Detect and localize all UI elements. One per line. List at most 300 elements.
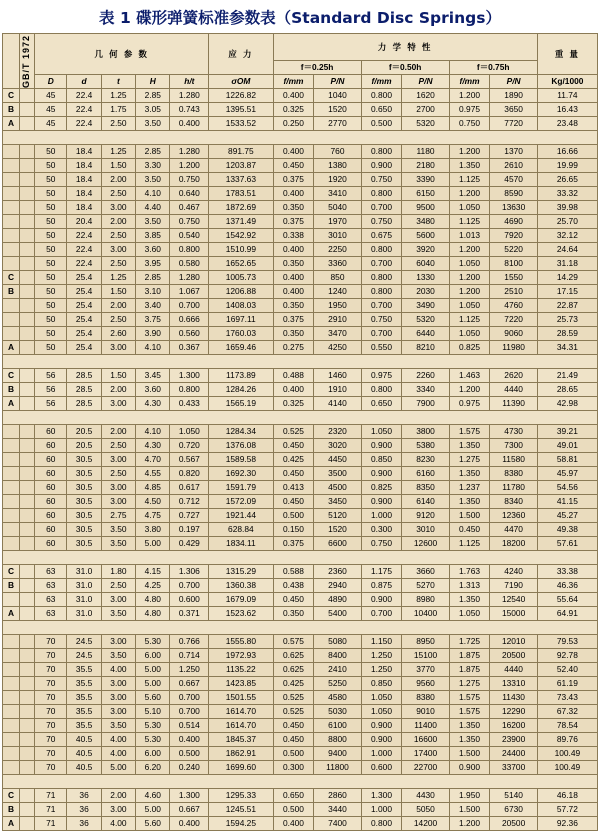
cell-sigma: 891.75 bbox=[209, 145, 273, 159]
cell-f-075: 1.500 bbox=[449, 747, 490, 761]
cell-D: 60 bbox=[35, 495, 67, 509]
cell-sigma: 1972.93 bbox=[209, 649, 273, 663]
f025-header: f＝0.25h bbox=[273, 61, 361, 75]
cell-P-025: 3440 bbox=[314, 803, 361, 817]
cell-H: 2.85 bbox=[136, 145, 170, 159]
row-spacer bbox=[20, 761, 35, 775]
table-row bbox=[3, 439, 598, 453]
cell-d: 31.0 bbox=[67, 565, 101, 579]
cell-weight: 34.31 bbox=[537, 341, 597, 355]
cell-f-050: 0.750 bbox=[361, 173, 402, 187]
cell-P-025: 4140 bbox=[314, 397, 361, 411]
row-spacer bbox=[20, 747, 35, 761]
cell-f-050: 0.500 bbox=[361, 117, 402, 131]
cell-P-050: 5050 bbox=[402, 803, 449, 817]
cell-weight: 73.43 bbox=[537, 691, 597, 705]
cell-P-075: 6730 bbox=[490, 803, 537, 817]
cell-f-050: 0.650 bbox=[361, 397, 402, 411]
cell-sigma: 1614.70 bbox=[209, 719, 273, 733]
cell-f-075: 1.200 bbox=[449, 817, 490, 831]
cell-D: 45 bbox=[35, 103, 67, 117]
cell-sigma: 1533.52 bbox=[209, 117, 273, 131]
row-spacer bbox=[20, 593, 35, 607]
row-spacer bbox=[20, 663, 35, 677]
cell-D: 70 bbox=[35, 649, 67, 663]
cell-sigma: 1284.26 bbox=[209, 383, 273, 397]
cell-f-025: 0.488 bbox=[273, 369, 314, 383]
cell-P-050: 9010 bbox=[402, 705, 449, 719]
cell-f-025: 0.588 bbox=[273, 565, 314, 579]
cell-H: 3.50 bbox=[136, 173, 170, 187]
cell-P-050: 6160 bbox=[402, 467, 449, 481]
cell-P-075: 23900 bbox=[490, 733, 537, 747]
cell-P-050: 11400 bbox=[402, 719, 449, 733]
cell-D: 60 bbox=[35, 425, 67, 439]
cell-h-over-t: 0.400 bbox=[170, 817, 209, 831]
cell-H: 3.45 bbox=[136, 369, 170, 383]
row-spacer bbox=[20, 285, 35, 299]
cell-f-075: 0.750 bbox=[449, 117, 490, 131]
cell-P-050: 3010 bbox=[402, 523, 449, 537]
cell-t: 2.50 bbox=[101, 229, 135, 243]
cell-d: 30.5 bbox=[67, 467, 101, 481]
row-class bbox=[3, 663, 20, 677]
stress-header: 应 力 bbox=[209, 34, 273, 75]
row-spacer bbox=[20, 467, 35, 481]
cell-f-050: 0.900 bbox=[361, 467, 402, 481]
page-title: 表 1 碟形弹簧标准参数表（Standard Disc Springs） bbox=[99, 9, 501, 27]
cell-h-over-t: 0.560 bbox=[170, 327, 209, 341]
cell-P-025: 2940 bbox=[314, 579, 361, 593]
column-header-col-P2: P/N bbox=[402, 75, 449, 89]
cell-d: 25.4 bbox=[67, 299, 101, 313]
cell-H: 3.40 bbox=[136, 299, 170, 313]
cell-h-over-t: 0.429 bbox=[170, 537, 209, 551]
cell-f-050: 0.875 bbox=[361, 579, 402, 593]
cell-P-050: 9560 bbox=[402, 677, 449, 691]
table-row bbox=[3, 509, 598, 523]
cell-H: 3.95 bbox=[136, 257, 170, 271]
cell-weight: 57.61 bbox=[537, 537, 597, 551]
cell-f-050: 0.900 bbox=[361, 733, 402, 747]
cell-P-075: 9060 bbox=[490, 327, 537, 341]
row-spacer bbox=[20, 523, 35, 537]
cell-P-075: 11980 bbox=[490, 341, 537, 355]
row-class bbox=[3, 425, 20, 439]
cell-P-025: 1970 bbox=[314, 215, 361, 229]
cell-P-025: 8800 bbox=[314, 733, 361, 747]
cell-f-025: 0.350 bbox=[273, 607, 314, 621]
cell-sigma: 1692.30 bbox=[209, 467, 273, 481]
column-header-col-H: H bbox=[136, 75, 170, 89]
cell-sigma: 1679.09 bbox=[209, 593, 273, 607]
cell-P-025: 8400 bbox=[314, 649, 361, 663]
group-separator bbox=[3, 621, 598, 635]
cell-weight: 16.43 bbox=[537, 103, 597, 117]
cell-P-050: 8380 bbox=[402, 691, 449, 705]
cell-P-025: 3020 bbox=[314, 439, 361, 453]
cell-sigma: 1284.34 bbox=[209, 425, 273, 439]
cell-f-050: 0.600 bbox=[361, 761, 402, 775]
cell-P-075: 3650 bbox=[490, 103, 537, 117]
cell-P-050: 8950 bbox=[402, 635, 449, 649]
cell-P-025: 2320 bbox=[314, 425, 361, 439]
cell-D: 50 bbox=[35, 215, 67, 229]
cell-sigma: 1337.63 bbox=[209, 173, 273, 187]
cell-f-025: 0.450 bbox=[273, 159, 314, 173]
cell-weight: 61.19 bbox=[537, 677, 597, 691]
cell-f-075: 1.350 bbox=[449, 159, 490, 173]
cell-sigma: 1594.25 bbox=[209, 817, 273, 831]
row-spacer bbox=[20, 495, 35, 509]
cell-P-050: 15100 bbox=[402, 649, 449, 663]
cell-P-075: 4240 bbox=[490, 565, 537, 579]
cell-D: 60 bbox=[35, 453, 67, 467]
cell-weight: 39.98 bbox=[537, 201, 597, 215]
cell-D: 50 bbox=[35, 187, 67, 201]
cell-P-050: 22700 bbox=[402, 761, 449, 775]
cell-f-025: 0.525 bbox=[273, 691, 314, 705]
cell-D: 70 bbox=[35, 733, 67, 747]
cell-D: 70 bbox=[35, 691, 67, 705]
cell-sigma: 1226.82 bbox=[209, 89, 273, 103]
cell-f-025: 0.375 bbox=[273, 313, 314, 327]
cell-P-075: 5140 bbox=[490, 789, 537, 803]
cell-D: 50 bbox=[35, 229, 67, 243]
cell-P-050: 7900 bbox=[402, 397, 449, 411]
cell-weight: 58.81 bbox=[537, 453, 597, 467]
cell-P-075: 7720 bbox=[490, 117, 537, 131]
cell-t: 3.50 bbox=[101, 719, 135, 733]
row-spacer bbox=[20, 229, 35, 243]
row-class: A bbox=[3, 817, 20, 831]
table-row bbox=[3, 117, 598, 131]
table-row bbox=[3, 89, 598, 103]
cell-D: 50 bbox=[35, 243, 67, 257]
cell-d: 20.4 bbox=[67, 215, 101, 229]
cell-h-over-t: 1.280 bbox=[170, 271, 209, 285]
cell-P-075: 8340 bbox=[490, 495, 537, 509]
cell-sigma: 1173.89 bbox=[209, 369, 273, 383]
cell-D: 60 bbox=[35, 481, 67, 495]
cell-f-050: 0.825 bbox=[361, 481, 402, 495]
row-spacer bbox=[20, 691, 35, 705]
cell-H: 6.00 bbox=[136, 747, 170, 761]
cell-f-075: 1.200 bbox=[449, 383, 490, 397]
row-class bbox=[3, 649, 20, 663]
cell-h-over-t: 0.580 bbox=[170, 257, 209, 271]
cell-t: 1.50 bbox=[101, 159, 135, 173]
cell-weight: 92.78 bbox=[537, 649, 597, 663]
cell-f-025: 0.525 bbox=[273, 425, 314, 439]
cell-weight: 79.53 bbox=[537, 635, 597, 649]
cell-t: 2.50 bbox=[101, 439, 135, 453]
cell-D: 70 bbox=[35, 635, 67, 649]
cell-P-050: 1620 bbox=[402, 89, 449, 103]
cell-weight: 52.40 bbox=[537, 663, 597, 677]
cell-f-075: 1.313 bbox=[449, 579, 490, 593]
cell-P-025: 5400 bbox=[314, 607, 361, 621]
cell-sigma: 1614.70 bbox=[209, 705, 273, 719]
cell-D: 45 bbox=[35, 117, 67, 131]
cell-f-050: 0.700 bbox=[361, 201, 402, 215]
cell-t: 3.00 bbox=[101, 691, 135, 705]
cell-f-025: 0.625 bbox=[273, 663, 314, 677]
cell-D: 50 bbox=[35, 327, 67, 341]
cell-P-025: 9400 bbox=[314, 747, 361, 761]
table-row bbox=[3, 747, 598, 761]
row-class: B bbox=[3, 803, 20, 817]
cell-f-075: 1.463 bbox=[449, 369, 490, 383]
cell-h-over-t: 0.567 bbox=[170, 453, 209, 467]
cell-weight: 55.64 bbox=[537, 593, 597, 607]
cell-P-075: 8590 bbox=[490, 187, 537, 201]
cell-d: 30.5 bbox=[67, 453, 101, 467]
weight-header: 重 量 bbox=[537, 34, 597, 75]
column-header-col-f3: f/mm bbox=[449, 75, 490, 89]
cell-H: 4.10 bbox=[136, 187, 170, 201]
cell-H: 4.70 bbox=[136, 453, 170, 467]
cell-h-over-t: 0.667 bbox=[170, 677, 209, 691]
cell-sigma: 1699.60 bbox=[209, 761, 273, 775]
cell-H: 3.60 bbox=[136, 243, 170, 257]
cell-P-075: 13310 bbox=[490, 677, 537, 691]
cell-h-over-t: 0.700 bbox=[170, 299, 209, 313]
cell-weight: 49.01 bbox=[537, 439, 597, 453]
cell-P-075: 24400 bbox=[490, 747, 537, 761]
cell-t: 2.00 bbox=[101, 425, 135, 439]
cell-weight: 32.12 bbox=[537, 229, 597, 243]
cell-f-050: 0.675 bbox=[361, 229, 402, 243]
cell-weight: 28.65 bbox=[537, 383, 597, 397]
cell-f-075: 1.200 bbox=[449, 285, 490, 299]
cell-P-050: 9120 bbox=[402, 509, 449, 523]
cell-H: 3.50 bbox=[136, 215, 170, 229]
cell-f-075: 1.350 bbox=[449, 733, 490, 747]
cell-h-over-t: 0.800 bbox=[170, 243, 209, 257]
cell-P-050: 5320 bbox=[402, 313, 449, 327]
cell-f-025: 0.350 bbox=[273, 257, 314, 271]
cell-d: 20.5 bbox=[67, 425, 101, 439]
cell-P-025: 7400 bbox=[314, 817, 361, 831]
cell-f-050: 1.000 bbox=[361, 747, 402, 761]
cell-H: 5.60 bbox=[136, 817, 170, 831]
cell-weight: 46.36 bbox=[537, 579, 597, 593]
cell-f-025: 0.150 bbox=[273, 523, 314, 537]
cell-f-050: 0.700 bbox=[361, 257, 402, 271]
row-class bbox=[3, 201, 20, 215]
row-class bbox=[3, 439, 20, 453]
row-spacer bbox=[20, 537, 35, 551]
cell-t: 3.00 bbox=[101, 481, 135, 495]
cell-P-075: 4470 bbox=[490, 523, 537, 537]
row-spacer bbox=[20, 649, 35, 663]
cell-h-over-t: 1.200 bbox=[170, 159, 209, 173]
table-row bbox=[3, 579, 598, 593]
cell-P-050: 5380 bbox=[402, 439, 449, 453]
cell-d: 31.0 bbox=[67, 579, 101, 593]
cell-f-050: 0.750 bbox=[361, 215, 402, 229]
cell-d: 35.5 bbox=[67, 663, 101, 677]
table-row bbox=[3, 271, 598, 285]
cell-P-075: 4690 bbox=[490, 215, 537, 229]
table-row bbox=[3, 677, 598, 691]
cell-P-025: 2770 bbox=[314, 117, 361, 131]
cell-P-025: 1460 bbox=[314, 369, 361, 383]
row-spacer bbox=[20, 453, 35, 467]
cell-sigma: 1659.46 bbox=[209, 341, 273, 355]
row-spacer bbox=[20, 579, 35, 593]
cell-f-025: 0.300 bbox=[273, 761, 314, 775]
column-header-col-sigma: σOM bbox=[209, 75, 273, 89]
cell-h-over-t: 1.280 bbox=[170, 89, 209, 103]
cell-weight: 21.49 bbox=[537, 369, 597, 383]
cell-sigma: 1295.33 bbox=[209, 789, 273, 803]
cell-h-over-t: 1.300 bbox=[170, 789, 209, 803]
cell-f-075: 1.050 bbox=[449, 607, 490, 621]
cell-d: 22.4 bbox=[67, 103, 101, 117]
cell-f-050: 0.800 bbox=[361, 187, 402, 201]
cell-weight: 33.32 bbox=[537, 187, 597, 201]
cell-H: 3.10 bbox=[136, 285, 170, 299]
cell-P-025: 5250 bbox=[314, 677, 361, 691]
table-row bbox=[3, 299, 598, 313]
cell-P-050: 6040 bbox=[402, 257, 449, 271]
cell-f-025: 0.400 bbox=[273, 89, 314, 103]
cell-D: 60 bbox=[35, 467, 67, 481]
cell-f-050: 0.900 bbox=[361, 159, 402, 173]
cell-P-025: 850 bbox=[314, 271, 361, 285]
cell-sigma: 1783.51 bbox=[209, 187, 273, 201]
cell-h-over-t: 0.197 bbox=[170, 523, 209, 537]
cell-H: 4.10 bbox=[136, 341, 170, 355]
cell-h-over-t: 0.600 bbox=[170, 593, 209, 607]
cell-t: 3.00 bbox=[101, 397, 135, 411]
cell-f-050: 0.800 bbox=[361, 383, 402, 397]
cell-f-025: 0.425 bbox=[273, 677, 314, 691]
cell-f-050: 0.700 bbox=[361, 299, 402, 313]
cell-h-over-t: 1.300 bbox=[170, 369, 209, 383]
cell-t: 3.00 bbox=[101, 705, 135, 719]
table-row bbox=[3, 397, 598, 411]
cell-f-025: 0.400 bbox=[273, 817, 314, 831]
cell-weight: 42.98 bbox=[537, 397, 597, 411]
class-column-header bbox=[3, 34, 20, 89]
cell-P-050: 3660 bbox=[402, 565, 449, 579]
cell-P-025: 3010 bbox=[314, 229, 361, 243]
cell-P-025: 1240 bbox=[314, 285, 361, 299]
cell-H: 4.40 bbox=[136, 201, 170, 215]
mechanics-header: 力 学 特 性 bbox=[273, 34, 537, 61]
cell-f-025: 0.575 bbox=[273, 635, 314, 649]
cell-t: 1.50 bbox=[101, 285, 135, 299]
cell-P-050: 3390 bbox=[402, 173, 449, 187]
cell-weight: 100.49 bbox=[537, 747, 597, 761]
cell-t: 3.50 bbox=[101, 537, 135, 551]
cell-t: 2.00 bbox=[101, 173, 135, 187]
cell-P-075: 5220 bbox=[490, 243, 537, 257]
cell-D: 60 bbox=[35, 509, 67, 523]
table-row bbox=[3, 453, 598, 467]
cell-d: 22.4 bbox=[67, 243, 101, 257]
cell-f-075: 1.875 bbox=[449, 663, 490, 677]
row-class: A bbox=[3, 607, 20, 621]
cell-f-075: 1.200 bbox=[449, 89, 490, 103]
row-spacer bbox=[20, 439, 35, 453]
table-row bbox=[3, 103, 598, 117]
cell-f-050: 0.800 bbox=[361, 817, 402, 831]
row-spacer bbox=[20, 397, 35, 411]
cell-weight: 28.59 bbox=[537, 327, 597, 341]
cell-P-075: 4440 bbox=[490, 663, 537, 677]
table-row bbox=[3, 369, 598, 383]
cell-t: 1.75 bbox=[101, 103, 135, 117]
row-class: C bbox=[3, 369, 20, 383]
cell-sigma: 1371.49 bbox=[209, 215, 273, 229]
cell-f-025: 0.375 bbox=[273, 173, 314, 187]
table-row bbox=[3, 187, 598, 201]
cell-f-050: 0.900 bbox=[361, 495, 402, 509]
cell-P-025: 6600 bbox=[314, 537, 361, 551]
cell-P-025: 1950 bbox=[314, 299, 361, 313]
cell-f-025: 0.338 bbox=[273, 229, 314, 243]
cell-h-over-t: 0.743 bbox=[170, 103, 209, 117]
cell-sigma: 1760.03 bbox=[209, 327, 273, 341]
cell-t: 3.00 bbox=[101, 341, 135, 355]
cell-P-025: 2910 bbox=[314, 313, 361, 327]
f050-header: f＝0.50h bbox=[361, 61, 449, 75]
cell-weight: 89.76 bbox=[537, 733, 597, 747]
table-row bbox=[3, 789, 598, 803]
table-row bbox=[3, 537, 598, 551]
cell-P-075: 2620 bbox=[490, 369, 537, 383]
cell-sigma: 1862.91 bbox=[209, 747, 273, 761]
cell-P-075: 13630 bbox=[490, 201, 537, 215]
row-class: C bbox=[3, 89, 20, 103]
cell-f-050: 1.050 bbox=[361, 425, 402, 439]
geometry-header: 几 何 参 数 bbox=[35, 34, 209, 75]
cell-f-050: 1.050 bbox=[361, 691, 402, 705]
cell-f-025: 0.350 bbox=[273, 299, 314, 313]
row-class bbox=[3, 257, 20, 271]
cell-f-075: 1.875 bbox=[449, 649, 490, 663]
cell-P-025: 3360 bbox=[314, 257, 361, 271]
column-header-col-h-over-t: h/t bbox=[170, 75, 209, 89]
cell-f-075: 1.350 bbox=[449, 593, 490, 607]
cell-sigma: 1589.58 bbox=[209, 453, 273, 467]
cell-d: 35.5 bbox=[67, 705, 101, 719]
cell-t: 5.00 bbox=[101, 761, 135, 775]
table-row bbox=[3, 691, 598, 705]
cell-d: 35.5 bbox=[67, 719, 101, 733]
row-spacer bbox=[20, 117, 35, 131]
table-row bbox=[3, 327, 598, 341]
cell-D: 50 bbox=[35, 299, 67, 313]
cell-f-050: 0.750 bbox=[361, 537, 402, 551]
cell-f-025: 0.375 bbox=[273, 537, 314, 551]
table-row bbox=[3, 593, 598, 607]
cell-f-075: 0.450 bbox=[449, 523, 490, 537]
cell-P-075: 11780 bbox=[490, 481, 537, 495]
cell-P-050: 5270 bbox=[402, 579, 449, 593]
cell-D: 50 bbox=[35, 285, 67, 299]
table-row bbox=[3, 467, 598, 481]
cell-P-075: 1890 bbox=[490, 89, 537, 103]
cell-f-075: 1.350 bbox=[449, 439, 490, 453]
cell-P-050: 3770 bbox=[402, 663, 449, 677]
cell-h-over-t: 0.750 bbox=[170, 173, 209, 187]
table-row bbox=[3, 159, 598, 173]
